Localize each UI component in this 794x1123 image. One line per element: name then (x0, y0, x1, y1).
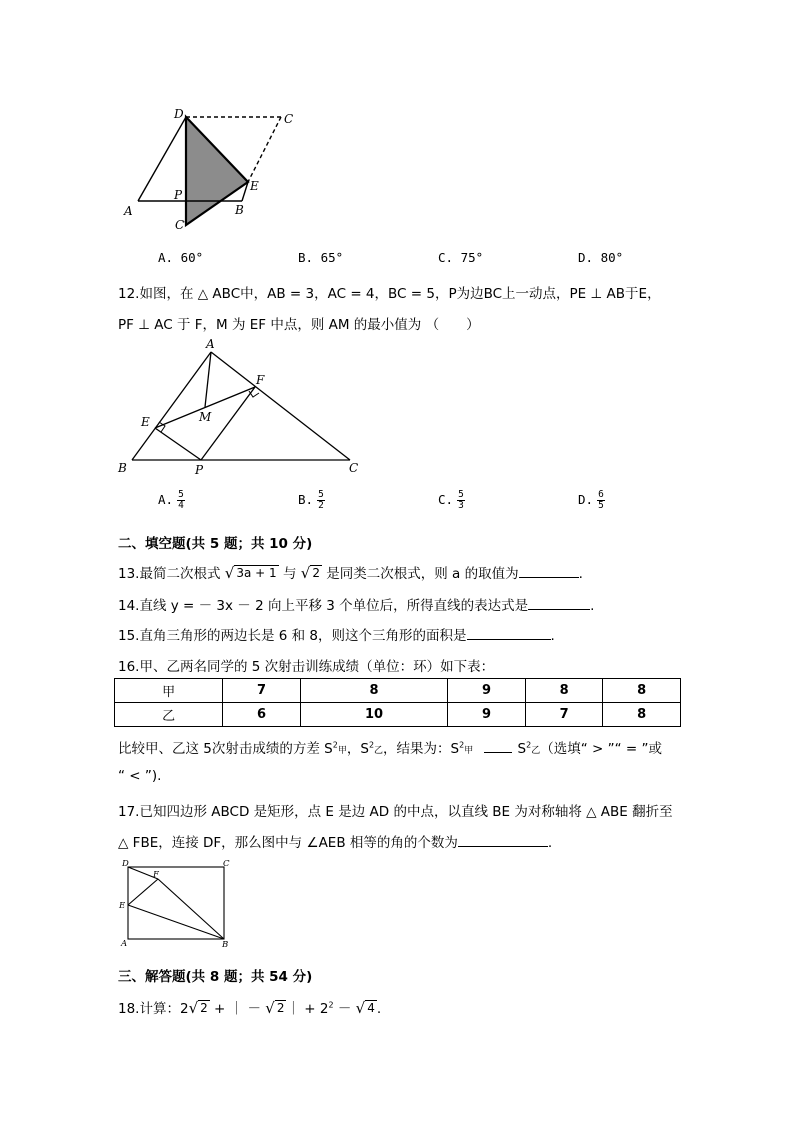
segment-FB (158, 879, 224, 939)
table-cell: 8 (300, 679, 447, 703)
figure-q17 (116, 855, 236, 950)
edge-AC (211, 352, 350, 460)
q12-option-b[interactable]: B. $\frac{5}{2}$ (298, 489, 324, 511)
segment-EF (128, 879, 158, 905)
label-B: B (235, 203, 244, 217)
answer-blank-q14[interactable] (528, 596, 590, 610)
table-cell: 9 (448, 679, 526, 703)
radical-2: √ 2 (300, 564, 320, 582)
label-B: B (118, 461, 127, 475)
q12-option-a[interactable]: A. $\frac{5}{4}$ (158, 489, 184, 511)
label-B: B (222, 940, 229, 950)
q12-options (158, 490, 718, 511)
right-angle-F (249, 391, 259, 397)
table-cell: 8 (603, 703, 681, 727)
label-A: A (124, 204, 133, 218)
table-row (115, 679, 681, 703)
segment-PE (155, 428, 201, 460)
table-cell: 7 (223, 679, 301, 703)
right-angle-E (159, 422, 165, 432)
table-cell: 10 (300, 703, 447, 727)
table-cell: 9 (448, 703, 526, 727)
q11-option-c[interactable]: C. 75° (438, 250, 484, 265)
answer-blank-q17[interactable] (458, 833, 548, 847)
table-cell: 7 (525, 703, 603, 727)
q12-option-d[interactable]: D. $\frac{6}{5}$ (578, 489, 604, 511)
label-E: E (250, 179, 259, 193)
q13: 13.最简二次根式 √ 3a + 1 与 √ 2 是同类二次根式，则 a 的取值为 . (118, 564, 583, 582)
q17-line2: △ FBE，连接 DF，那么图中与 ∠AEB 相等的角的个数为 . (118, 835, 553, 851)
section-heading-fill-in: 二、填空题(共 5 题；共 10 分) (118, 536, 313, 552)
label-F: F (256, 373, 265, 387)
q16-text: 16.甲、乙两名同学的 5 次射击训练成绩（单位：环）如下表： (118, 659, 495, 675)
label-E: E (119, 901, 126, 911)
table-cell: 6 (223, 703, 301, 727)
edge-AB (132, 352, 211, 460)
row-name: 甲 (115, 679, 223, 703)
section-heading-solve: 三、解答题(共 8 题；共 54 分) (118, 969, 313, 985)
answer-blank-q15[interactable] (467, 626, 551, 640)
q11-option-b[interactable]: B. 65° (298, 250, 344, 265)
q15: 15.直角三角形的两边长是 6 和 8，则这个三角形的面积是 . (118, 628, 555, 644)
figure-q12 (112, 335, 372, 480)
row-name: 乙 (115, 703, 223, 727)
score-table (114, 678, 681, 727)
table-row (115, 703, 681, 727)
edge-CE (248, 117, 281, 182)
label-D: D (122, 859, 129, 869)
q12-line1: 12.如图，在 △ ABC中，AB = 3，AC = 4，BC = 5，P为边BC上一动点，PE ⊥ AB于E， (118, 286, 661, 302)
label-C: C (223, 859, 230, 869)
label-P: P (174, 188, 183, 202)
label-C-prime: C′ (175, 218, 187, 232)
label-M: M (199, 410, 212, 424)
label-P: P (195, 463, 204, 477)
radical-3a-plus-1: √ 3a + 1 (224, 564, 277, 582)
label-A: A (121, 939, 128, 949)
q11-option-a[interactable]: A. 60° (158, 250, 204, 265)
q18: 18.计算：2 √ 2 + ｜ － √ 2 ｜ + $2^2$ － √ 4 . (118, 999, 382, 1017)
q11-option-d[interactable]: D. 80° (578, 250, 624, 265)
q14: 14.直线 y = － 3x － 2 向上平移 3 个单位后，所得直线的表达式是 . (118, 598, 595, 614)
q11-options (158, 250, 718, 265)
label-C: C (284, 112, 294, 126)
q17-line1: 17.已知四边形 ABCD 是矩形，点 E 是边 AD 的中点，以直线 BE 为对称轴将 △ ABE 翻折至 (118, 804, 673, 820)
label-C: C (349, 461, 359, 475)
answer-blank-q13[interactable] (519, 564, 579, 578)
label-A: A (206, 337, 215, 351)
q16-line1: 比较甲、乙这 5次射击成绩的方差 $S^2$甲，$S^2$乙，结果为：$S^2$甲 $S^2$乙（选填“ > ”“ = ”或 (118, 740, 662, 757)
segment-AM (205, 352, 211, 407)
figure-q11 (118, 105, 318, 240)
rectangle-ABCD (128, 867, 224, 939)
table-cell: 8 (525, 679, 603, 703)
table-cell: 8 (603, 679, 681, 703)
label-D: D (174, 107, 184, 121)
q12-line2: PF ⊥ AC 于 F，M 为 EF 中点，则 AM 的最小值为 （ ） (118, 317, 480, 333)
q16-line2: “ < ”). (118, 768, 162, 784)
label-E: E (141, 415, 150, 429)
q12-option-c[interactable]: C. $\frac{5}{3}$ (438, 489, 464, 511)
segment-EB (128, 905, 224, 939)
label-F: F (153, 870, 159, 880)
answer-blank-q16[interactable] (484, 739, 512, 753)
